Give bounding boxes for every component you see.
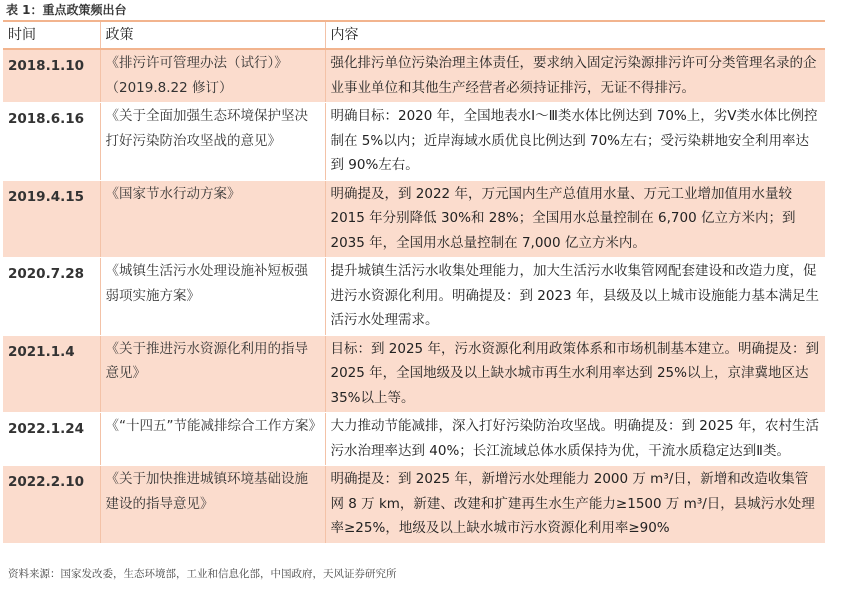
row-date: 2019.4.15 (3, 180, 100, 258)
source-note: 资料来源：国家发改委，生态环境部，工业和信息化部，中国政府，天风证券研究所 (8, 568, 397, 580)
row-content: 强化排污单位污染治理主体责任，要求纳入固定污染源排污许可分类管理名录的企业事业单位和其他生产经营者必须持证排污，无证不得排污。 (325, 49, 825, 103)
header-time: 时间 (3, 21, 100, 49)
row-policy: 《国家节水行动方案》 (100, 180, 325, 258)
row-date: 2018.6.16 (3, 103, 100, 181)
table-row (3, 258, 825, 336)
policy-table (3, 20, 825, 544)
row-content: 明确目标：2020 年，全国地表水Ⅰ～Ⅲ类水体比例达到 70%上，劣Ⅴ类水体比例控制在 5%以内；近岸海域水质优良比例达到 70%左右；受污染耕地安全利用率达到 90%左右。 (325, 103, 825, 181)
row-policy: 《关于全面加强生态环境保护坚决打好污染防治攻坚战的意见》 (100, 103, 325, 181)
header-policy: 政策 (100, 21, 325, 49)
row-content: 目标：到 2025 年，污水资源化利用政策体系和市场机制基本建立。明确提及：到 2025 年，全国地级及以上缺水城市再生水利用率达到 25%以上，京津冀地区达 35%以上等。 (325, 335, 825, 413)
row-policy: 《排污许可管理办法（试行）》（2019.8.22 修订） (100, 49, 325, 103)
table-row (3, 466, 825, 544)
row-date: 2021.1.4 (3, 335, 100, 413)
table-row (3, 413, 825, 466)
table-caption: 表 1：重点政策频出台 (6, 3, 127, 17)
row-content: 明确提及：到 2025 年，新增污水处理能力 2000 万 m³/日，新增和改造收集管网 8 万 km，新建、改建和扩建再生水生产能力≥1500 万 m³/日，县城污水处理率≥25%，地级及以上缺水城市污水资源化利用率≥90% (325, 466, 825, 544)
table-row (3, 335, 825, 413)
row-policy: 《城镇生活污水处理设施补短板强弱项实施方案》 (100, 258, 325, 336)
table-row (3, 180, 825, 258)
row-content: 明确提及，到 2022 年，万元国内生产总值用水量、万元工业增加值用水量较 2015 年分别降低 30%和 28%；全国用水总量控制在 6,700 亿立方米内；到 2035 年，全国用水总量控制在 7,000 亿立方米内。 (325, 180, 825, 258)
row-content: 大力推动节能减排，深入打好污染防治攻坚战。明确提及：到 2025 年，农村生活污水治理率达到 40%；长江流域总体水质保持为优，干流水质稳定达到Ⅱ类。 (325, 413, 825, 466)
row-date: 2022.1.24 (3, 413, 100, 466)
table-row (3, 49, 825, 103)
header-content: 内容 (325, 21, 825, 49)
table-header-row (3, 21, 825, 49)
row-content: 提升城镇生活污水收集处理能力，加大生活污水收集管网配套建设和改造力度，促进污水资源化利用。明确提及：到 2023 年，县级及以上城市设施能力基本满足生活污水处理需求。 (325, 258, 825, 336)
row-policy: 《“十四五”节能减排综合工作方案》 (100, 413, 325, 466)
row-date: 2020.7.28 (3, 258, 100, 336)
row-date: 2022.2.10 (3, 466, 100, 544)
table-row (3, 103, 825, 181)
row-policy: 《关于推进污水资源化利用的指导意见》 (100, 335, 325, 413)
row-date: 2018.1.10 (3, 49, 100, 103)
row-policy: 《关于加快推进城镇环境基础设施建设的指导意见》 (100, 466, 325, 544)
